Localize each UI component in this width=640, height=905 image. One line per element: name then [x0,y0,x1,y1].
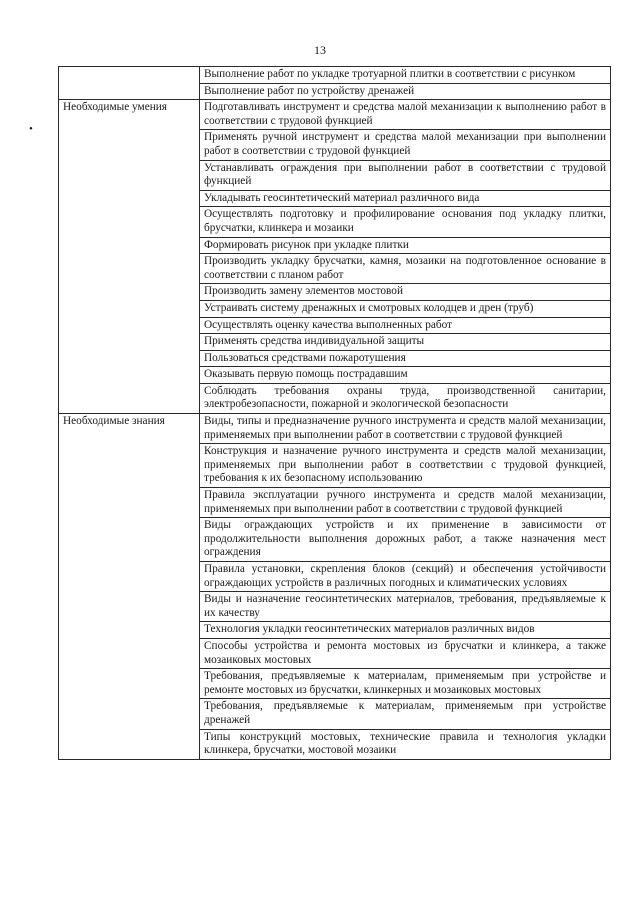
category-cell: Необходимые умения [59,100,200,414]
requirement-cell: Оказывать первую помощь пострадавшим [200,367,611,384]
category-cell: Необходимые знания [59,414,200,760]
requirement-cell: Подготавливать инструмент и средства малой механизации к выполнению работ в соответствии с трудовой функцией [200,100,611,130]
requirement-cell: Правила эксплуатации ручного инструмента и средств малой механизации, применяемых при выполнении работ в соответствии с трудовой функцией [200,488,611,518]
margin-mark: • [29,123,33,135]
requirement-cell: Применять средства индивидуальной защиты [200,334,611,351]
requirement-cell: Требования, предъявляемые к материалам, применяемым при устройстве и ремонте мостовых из брусчатки, клинкерных и мозаиковых мостовых [200,669,611,699]
table-row [59,100,611,130]
requirement-cell: Укладывать геосинтетический материал различного вида [200,190,611,207]
requirement-cell: Типы конструкций мостовых, технические правила и технология укладки клинкера, брусчатки, мостовой мозаики [200,729,611,759]
requirement-cell: Выполнение работ по устройству дренажей [200,83,611,100]
requirement-cell: Формировать рисунок при укладке плитки [200,237,611,254]
requirement-cell: Пользоваться средствами пожаротушения [200,350,611,367]
table-row [59,67,611,84]
requirement-cell: Применять ручной инструмент и средства малой механизации при выполнении работ в соответствии с трудовой функцией [200,130,611,160]
requirement-cell: Виды и назначение геосинтетических материалов, требования, предъявляемые к их качеству [200,592,611,622]
table-row [59,414,611,444]
requirement-cell: Осуществлять оценку качества выполненных работ [200,317,611,334]
requirement-cell: Производить замену элементов мостовой [200,284,611,301]
requirement-cell: Осуществлять подготовку и профилирование основания под укладку плитки, брусчатки, клинкера и мозаики [200,207,611,237]
requirement-cell: Устраивать систему дренажных и смотровых колодцев и дрен (труб) [200,300,611,317]
page-number: 13 [314,43,326,57]
requirement-cell: Соблюдать требования охраны труда, производственной санитарии, электробезопасности, пожарной и экологической безопасности [200,383,611,413]
requirement-cell: Способы устройства и ремонта мостовых из брусчатки и клинкера, а также мозаиковых мостовых [200,638,611,668]
category-cell [59,67,200,100]
requirements-table-body [59,67,611,760]
requirement-cell: Технология укладки геосинтетических материалов различных видов [200,622,611,639]
requirement-cell: Выполнение работ по укладке тротуарной плитки в соответствии с рисунком [200,67,611,84]
requirement-cell: Виды ограждающих устройств и их применение в зависимости от продолжительности выполнения дорожных работ, а также назначения мест ограждения [200,518,611,562]
requirement-cell: Конструкция и назначение ручного инструмента и средств малой механизации, применяемых при выполнении работ в соответствии с трудовой функцией, требования к их безопасному использованию [200,444,611,488]
requirement-cell: Требования, предъявляемые к материалам, применяемым при устройстве дренажей [200,699,611,729]
requirement-cell: Производить укладку брусчатки, камня, мозаики на подготовленное основание в соответствии с планом работ [200,254,611,284]
requirement-cell: Устанавливать ограждения при выполнении работ в соответствии с трудовой функцией [200,160,611,190]
requirements-table [58,66,611,760]
requirement-cell: Виды, типы и предназначение ручного инструмента и средств малой механизации, применяемых при выполнении работ в соответствии с трудовой функцией [200,414,611,444]
requirement-cell: Правила установки, скрепления блоков (секций) и обеспечения устойчивости ограждающих устройств в различных погодных и климатических условиях [200,562,611,592]
